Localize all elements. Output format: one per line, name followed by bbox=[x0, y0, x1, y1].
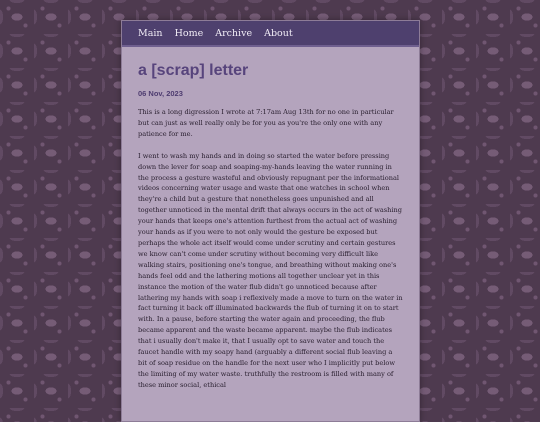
nav-archive-link[interactable]: Archive bbox=[215, 27, 253, 39]
post-paragraph-body: I went to wash my hands and in doing so started the water before pressing down the lever for soap and soaping-my-hands leaving the water running in the process a gesture wasteful and obviously repugnant per the informational videos concerning water usage and waste that one watches in school when they're a child but a gesture that nonetheless goes unpunished and all together unnoticed in the mental drift that always occurs in the act of washing your hands that keeps one's attention furthest from the actual act of washing your hands as if you were to not only would the gesture be exposed but perhaps the whole act itself would come under scrutiny and certain gestures we know can't come under scrutiny without becoming very difficult like walking stairs, positioning one's tongue, and breathing without making one's hands feel odd and the lathering motions all together unclear yet in this instance the motion of the water flub didn't go unnoticed because after lathering my hands with soap i reflexively made a move to turn on the water in fact turning it back off illuminated backwards the flub of turning it on to start with. In a pause, before starting the water again and proceeding, the flub became apparent and the waste became apparent. maybe the flub indicates that i usually don't make it, that I usually opt to save water and touch the faucet handle with my soapy hand (arguably a different social flub leaving a bit of soap residue on the handle for the next user who I implicitly put below the limiting of my water waste. truthfully the restroom is filled with many of these minor social, ethical bbox=[138, 151, 403, 389]
post-title: a [scrap] letter bbox=[138, 62, 249, 79]
top-nav bbox=[122, 21, 419, 47]
post-paragraph-intro: This is a long digression I wrote at 7:17am Aug 13th for no one in particular but can just as well really only be for you as you're the only one with any patience for me. bbox=[138, 108, 394, 138]
nav-main-link[interactable]: Main bbox=[138, 27, 163, 39]
blog-post bbox=[122, 61, 419, 391]
nav-about-link[interactable]: About bbox=[264, 27, 293, 39]
content-card bbox=[121, 20, 420, 422]
post-date: 06 Nov, 2023 bbox=[138, 89, 183, 98]
nav-home-link[interactable]: Home bbox=[174, 27, 204, 39]
